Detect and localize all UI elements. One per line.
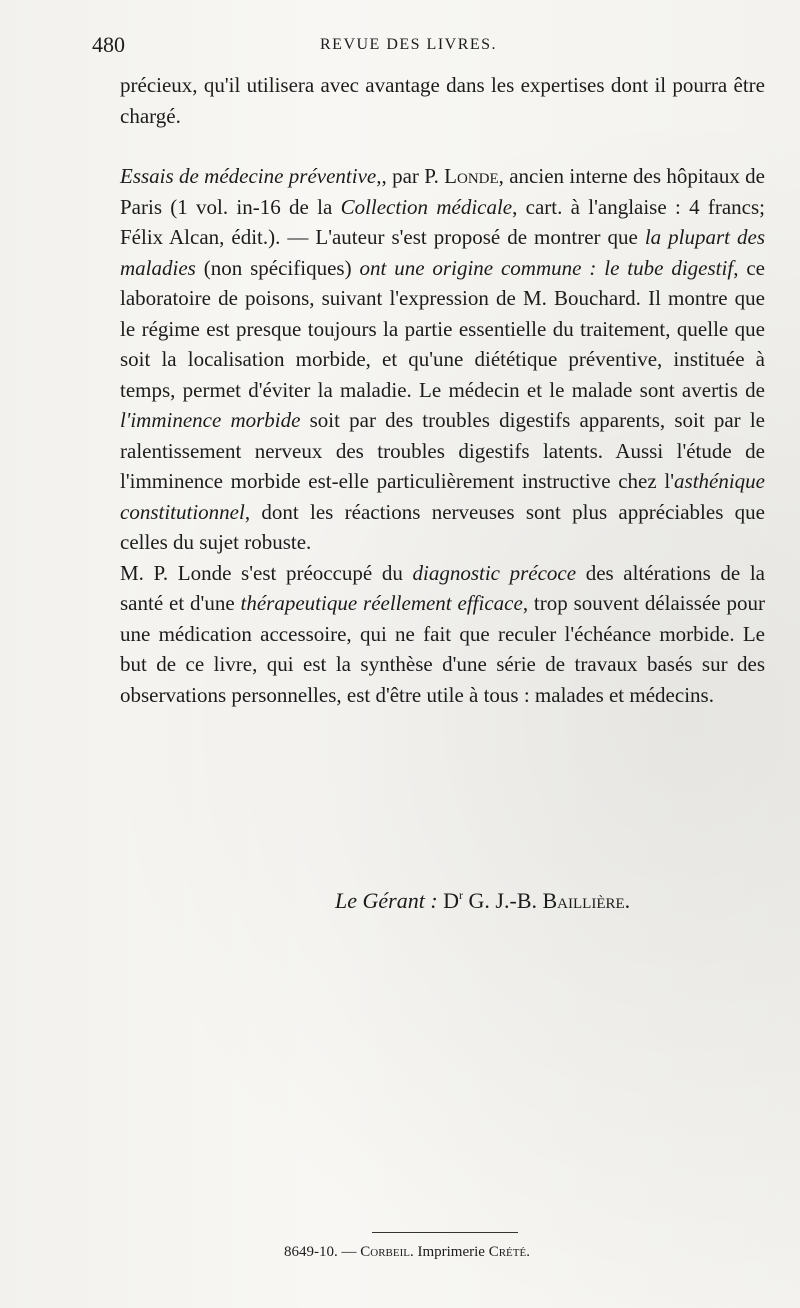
body-text (120, 70, 765, 710)
signature-title: D (443, 888, 460, 913)
signature-surname: Baillière. (542, 888, 631, 913)
emphasis-phrase: l'imminence morbide (120, 408, 301, 432)
review-text: , ce laboratoire de poisons, suivant l'expression de M. Bouchard. Il montre que le régime est presque toujours la partie essentielle du traitement, quelle que soit la localisation morbide, et qu'une diététique préventive, instituée à temps, permet d'éviter la maladie. Le médecin et le malade sont avertis de (120, 255, 765, 402)
running-title: REVUE DES LIVRES. (320, 36, 498, 53)
footer-rule (372, 1232, 518, 1233)
emphasis-phrase: asthénique constitutionnel (120, 469, 765, 524)
page-header (92, 32, 672, 62)
review-text: , dont les réactions nerveuses sont plus appréciables que celles du sujet robuste. (120, 499, 765, 554)
second-paragraph (120, 558, 765, 711)
page-number: 480 (92, 32, 125, 57)
emphasis-phrase: ont une origine commune : le tube digestif (359, 255, 734, 280)
review-by: , par P. (381, 164, 445, 188)
review-text: (non spécifiques) (195, 255, 360, 280)
review-text: soit par des troubles digestifs apparents, soit par le ralentissement nerveux des troubles digestifs latents. Aussi l'étude de l'imminence morbide est-elle particulièrement instructive chez l' (120, 408, 765, 493)
emphasis-phrase: diagnostic précoce (412, 560, 577, 585)
printer-imprint (284, 1244, 530, 1261)
continuation-paragraph: précieux, qu'il utilisera avec avantage dans les expertises dont il pourra être chargé. (120, 73, 765, 128)
collection-name: Collection médicale (340, 194, 513, 219)
emphasis-phrase: thérapeutique réellement efficace (240, 591, 523, 615)
printer-name: Crété. (488, 1244, 530, 1260)
signature-initials: G. J.-B. (468, 888, 537, 913)
review-text: , ancien interne des hôpitaux de Paris (1 vol. in-16 de la (120, 164, 765, 219)
book-title: Essais de médecine préventive, (120, 164, 382, 188)
signature-label: Le Gérant : (335, 888, 438, 913)
print-number: 8649-10. — (284, 1244, 357, 1260)
review-text: , cart. à l'anglaise : 4 francs; Félix Alcan, édit.). — L'auteur s'est proposé de montrer que (120, 194, 765, 249)
book-review-paragraph (120, 161, 765, 558)
printer-word: Imprimerie (417, 1244, 485, 1260)
paragraph-text: , trop souvent délaissée pour une médication accessoire, qui ne fait que reculer l'échéance morbide. Le but de ce livre, qui est la synthèse d'une série de travaux basés sur des observations personnelles, est d'être utile à tous : malades et médecins. (120, 591, 765, 707)
book-author: Londe (444, 164, 499, 188)
emphasis-phrase: la plupart des maladies (120, 225, 765, 280)
printer-city: Corbeil. (360, 1244, 414, 1260)
manager-signature (335, 888, 630, 914)
paragraph-text: des altérations de la santé et d'une (120, 560, 765, 615)
signature-title-sup: r (459, 888, 464, 902)
paragraph-text: M. P. Londe s'est préoccupé du (120, 560, 413, 585)
